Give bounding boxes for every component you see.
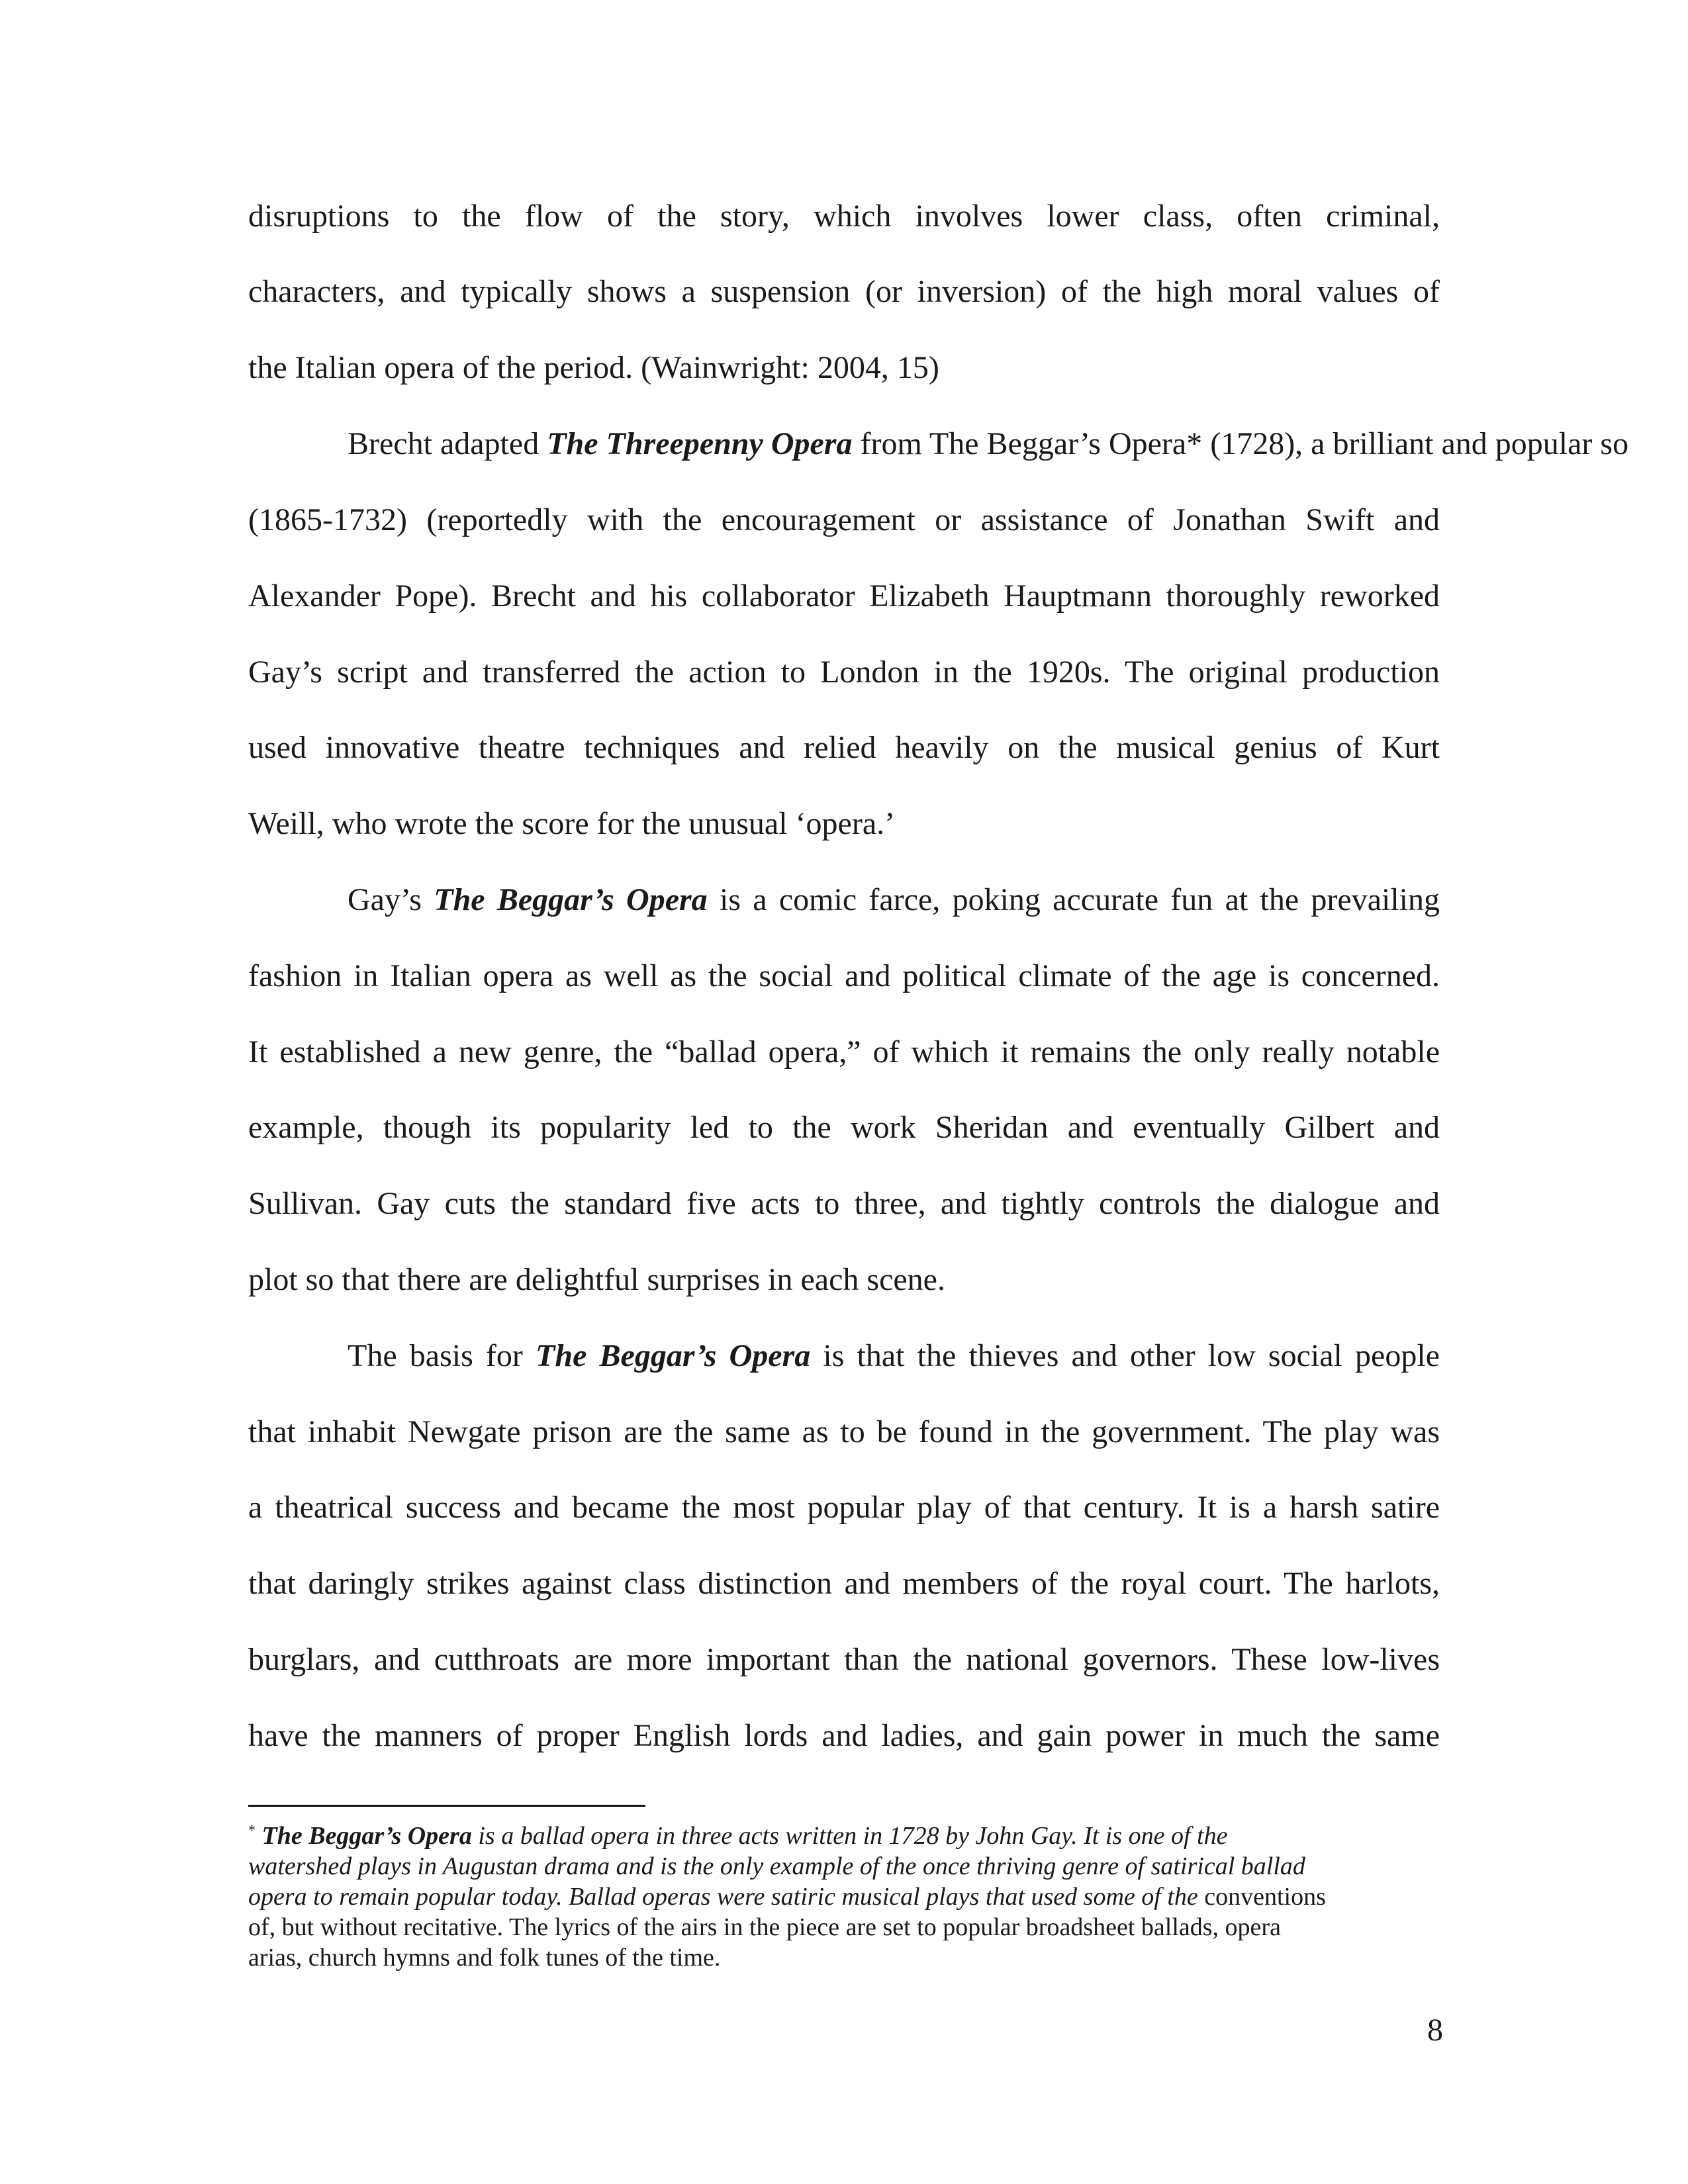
- footnote-title: The Beggar’s Opera: [261, 1822, 472, 1850]
- body-line: used innovative theatre techniques and relied heavily on the musical genius of Kurt: [248, 730, 1440, 765]
- text-run: The basis for: [348, 1338, 536, 1373]
- work-title: The Beggar’s Opera: [434, 882, 708, 917]
- work-title: The Threepenny Opera: [547, 426, 853, 461]
- text-run: Brecht adapted: [348, 426, 547, 461]
- footnote-line: watershed plays in Augustan drama and is the only example of the once thriving genre of satirical ballad: [248, 1852, 1305, 1880]
- body-line: disruptions to the flow of the story, which involves lower class, often criminal,: [248, 199, 1440, 234]
- text-run: opera to remain popular today. Ballad operas were satiric musical plays that used some of the: [248, 1883, 1198, 1911]
- body-line: that inhabit Newgate prison are the same as to be found in the government. The play was: [248, 1414, 1440, 1449]
- body-line: characters, and typically shows a suspension (or inversion) of the high moral values of: [248, 274, 1440, 309]
- body-line: [348, 1337, 1440, 1375]
- footnote-separator: [248, 1805, 645, 1807]
- body-line: Weill, who wrote the score for the unusual ‘opera.’: [248, 806, 896, 841]
- text-run: is that the thieves and other low social people: [810, 1338, 1440, 1373]
- text-run: Gay’s: [348, 882, 434, 917]
- body-line: the Italian opera of the period. (Wainwright: 2004, 15): [248, 350, 939, 385]
- body-line: (1865-1732) (reportedly with the encouragement or assistance of Jonathan Swift and: [248, 502, 1440, 537]
- body-line: [348, 425, 1688, 463]
- body-line: plot so that there are delightful surprises in each scene.: [248, 1262, 945, 1297]
- footnote-line: arias, church hymns and folk tunes of the time.: [248, 1944, 721, 1972]
- work-title: The Beggar’s Opera: [536, 1338, 811, 1373]
- text-run: conventions: [1197, 1883, 1326, 1911]
- footnote-line: of, but without recitative. The lyrics of the airs in the piece are set to popular broadsheet ballads, opera: [248, 1913, 1281, 1941]
- text-run: from The Beggar’s Opera* (1728), a brilliant and popular so: [852, 426, 1629, 461]
- body-line: Sullivan. Gay cuts the standard five acts to three, and tightly controls the dialogue and: [248, 1186, 1440, 1221]
- body-line: It established a new genre, the “ballad opera,” of which it remains the only really notable: [248, 1034, 1440, 1069]
- body-line: [348, 881, 1440, 919]
- footnote-line: [248, 1882, 1440, 1913]
- body-line: Alexander Pope). Brecht and his collaborator Elizabeth Hauptmann thoroughly reworked: [248, 578, 1440, 614]
- body-line: have the manners of proper English lords and ladies, and gain power in much the same: [248, 1718, 1440, 1753]
- page-number: 8: [1427, 2013, 1443, 2048]
- text-run: is a comic farce, poking accurate fun at the prevailing: [707, 882, 1440, 917]
- body-line: that daringly strikes against class distinction and members of the royal court. The harlots,: [248, 1566, 1440, 1601]
- body-line: Gay’s script and transferred the action to London in the 1920s. The original production: [248, 655, 1440, 690]
- body-line: example, though its popularity led to the work Sheridan and eventually Gilbert and: [248, 1110, 1440, 1145]
- text-run: is a ballad opera in three acts written in 1728 by John Gay. It is one of the: [471, 1822, 1228, 1850]
- footnote-marker: *: [248, 1821, 256, 1839]
- body-line: burglars, and cutthroats are more important than the national governors. These low-lives: [248, 1642, 1440, 1677]
- footnote-line: [248, 1821, 1440, 1852]
- body-line: fashion in Italian opera as well as the social and political climate of the age is concerned.: [248, 958, 1440, 993]
- body-line: a theatrical success and became the most popular play of that century. It is a harsh satire: [248, 1490, 1440, 1525]
